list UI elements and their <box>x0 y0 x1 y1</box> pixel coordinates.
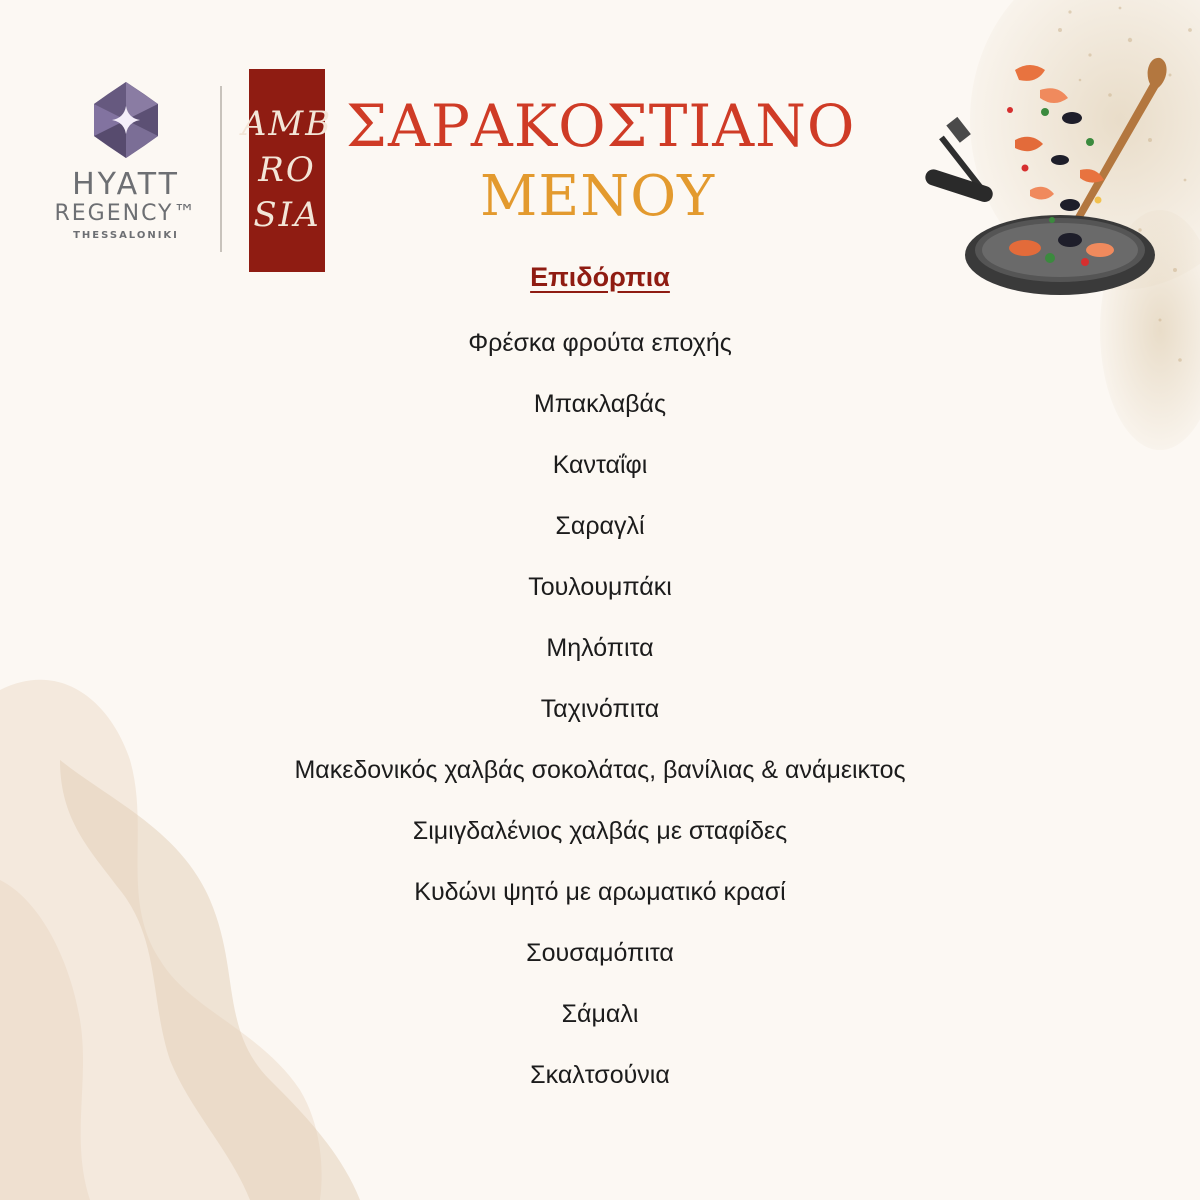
menu-list <box>0 320 1200 1113</box>
menu-item: Τουλουμπάκι <box>528 573 672 601</box>
hyatt-regency-logo <box>48 80 204 260</box>
menu-item: Κανταΐφι <box>552 451 648 479</box>
hyatt-star-logo-icon <box>86 80 166 160</box>
menu-item: Σάμαλι <box>561 1000 639 1028</box>
hyatt-name: HYATT <box>72 167 180 202</box>
menu-item: Σκαλτσούνια <box>530 1061 670 1089</box>
hyatt-regency-label: REGENCY™ <box>54 201 198 226</box>
menu-item: Μηλόπιτα <box>546 634 654 662</box>
section-title-desserts: Επιδόρπια <box>530 262 670 292</box>
menu-item: Σουσαμόπιτα <box>526 939 674 967</box>
page-title: ΣΑΡΑΚΟΣΤΙΑΝΟ <box>346 92 856 160</box>
logo-divider <box>220 86 222 252</box>
menu-item: Σιμιγδαλένιος χαλβάς με σταφίδες <box>412 817 788 845</box>
menu-item: Ταχινόπιτα <box>540 695 660 723</box>
page-subtitle: ΜΕΝΟΥ <box>480 164 716 229</box>
ambrosia-logo-lettering: AMB RO SIA <box>241 103 333 236</box>
menu-item: Μπακλαβάς <box>533 390 667 418</box>
menu-item: Μακεδονικός χαλβάς σοκολάτας, βανίλιας & ανάμεικτος <box>294 756 906 784</box>
menu-item: Σαραγλί <box>555 512 645 540</box>
menu-item: Φρέσκα φρούτα εποχής <box>468 329 732 357</box>
ambrosia-logo <box>241 69 333 272</box>
menu-item: Κυδώνι ψητό με αρωματικό κρασί <box>414 878 786 906</box>
hyatt-city-label: THESSALONIKI <box>73 230 179 242</box>
